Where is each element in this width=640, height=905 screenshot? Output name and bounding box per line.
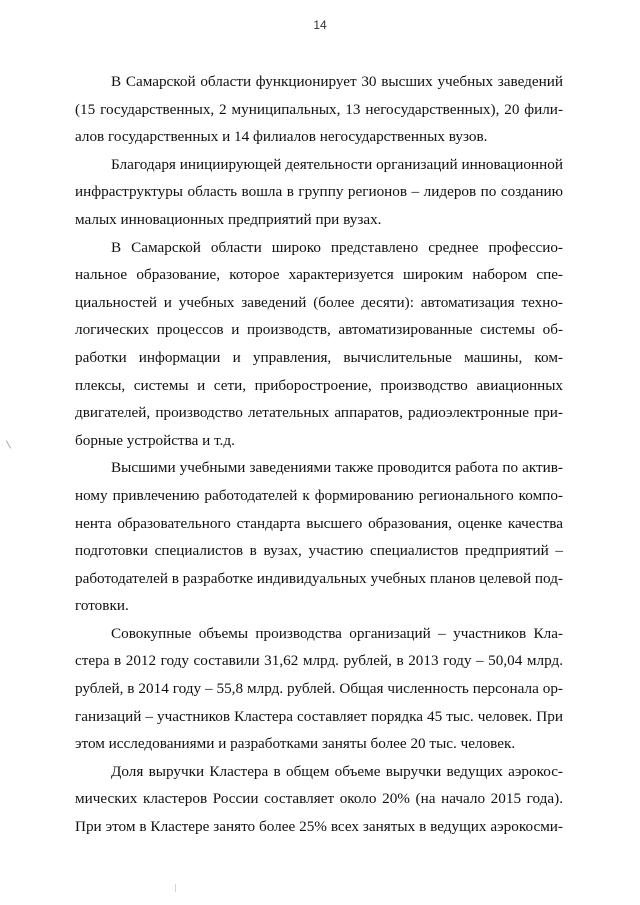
text-line: алов государственных и 14 филиалов негосударственных вузов. — [75, 128, 488, 146]
text-line: нальное образование, которое характеризуется широким набором спе- — [75, 266, 563, 284]
text-line: ному привлечению работодателей к формированию регионального компо- — [75, 486, 563, 504]
text-line: нента образовательного стандарта высшего образования, оценке качества — [75, 514, 563, 532]
text-line: инфраструктуры область вошла в группу регионов – лидеров по созданию — [75, 183, 563, 201]
text-line: В Самарской области функционирует 30 высших учебных заведений — [111, 73, 563, 90]
scan-mark — [175, 884, 176, 892]
text-line: Совокупные объемы производства организаций – участников Кла- — [111, 624, 563, 642]
text-line: двигателей, производство летательных аппаратов, радиоэлектронные при- — [75, 404, 563, 422]
body-text — [75, 68, 563, 841]
text-line: (15 государственных, 2 муниципальных, 13 негосударственных), 20 фили- — [75, 100, 563, 118]
text-line: малых инновационных предприятий при вузах. — [75, 210, 382, 228]
scan-mark — [6, 440, 11, 448]
text-line: стера в 2012 году составили 31,62 млрд. рублей, в 2013 году – 50,04 млрд. — [75, 652, 563, 670]
text-line: работодателей в разработке индивидуальных учебных планов целевой под- — [75, 569, 563, 587]
text-line: ганизаций – участников Кластера составляет порядка 45 тыс. человек. При — [75, 707, 563, 725]
text-line: В Самарской области широко представлено среднее профессио- — [111, 238, 563, 256]
text-line: плексы, системы и сети, приборостроение, производство авиационных — [75, 376, 563, 394]
text-line: циальностей и учебных заведений (более десяти): автоматизация техно- — [75, 293, 563, 311]
text-line: борные устройства и т.д. — [75, 431, 235, 449]
text-line: Высшими учебными заведениями также проводится работа по актив- — [111, 459, 563, 477]
text-line: готовки. — [75, 597, 129, 615]
text-line: логических процессов и производств, автоматизированные системы об- — [75, 321, 563, 339]
text-line: подготовки специалистов в вузах, участию специалистов предприятий – — [75, 542, 563, 560]
text-line: работки информации и управления, вычислительные машины, ком- — [75, 348, 563, 366]
page-number: 14 — [313, 18, 327, 32]
text-line: этом исследованиями и разработками заняты более 20 тыс. человек. — [75, 735, 516, 753]
text-line: Благодаря инициирующей деятельности организаций инновационной — [111, 155, 563, 173]
text-line: При этом в Кластере занято более 25% всех занятых в ведущих аэрокосми- — [75, 818, 563, 836]
text-line: мических кластеров России составляет около 20% (на начало 2015 года). — [75, 790, 563, 808]
text-line: рублей, в 2014 году – 55,8 млрд. рублей. Общая численность персонала ор- — [75, 680, 563, 698]
text-line: Доля выручки Кластера в общем объеме выручки ведущих аэрокос- — [111, 762, 563, 780]
